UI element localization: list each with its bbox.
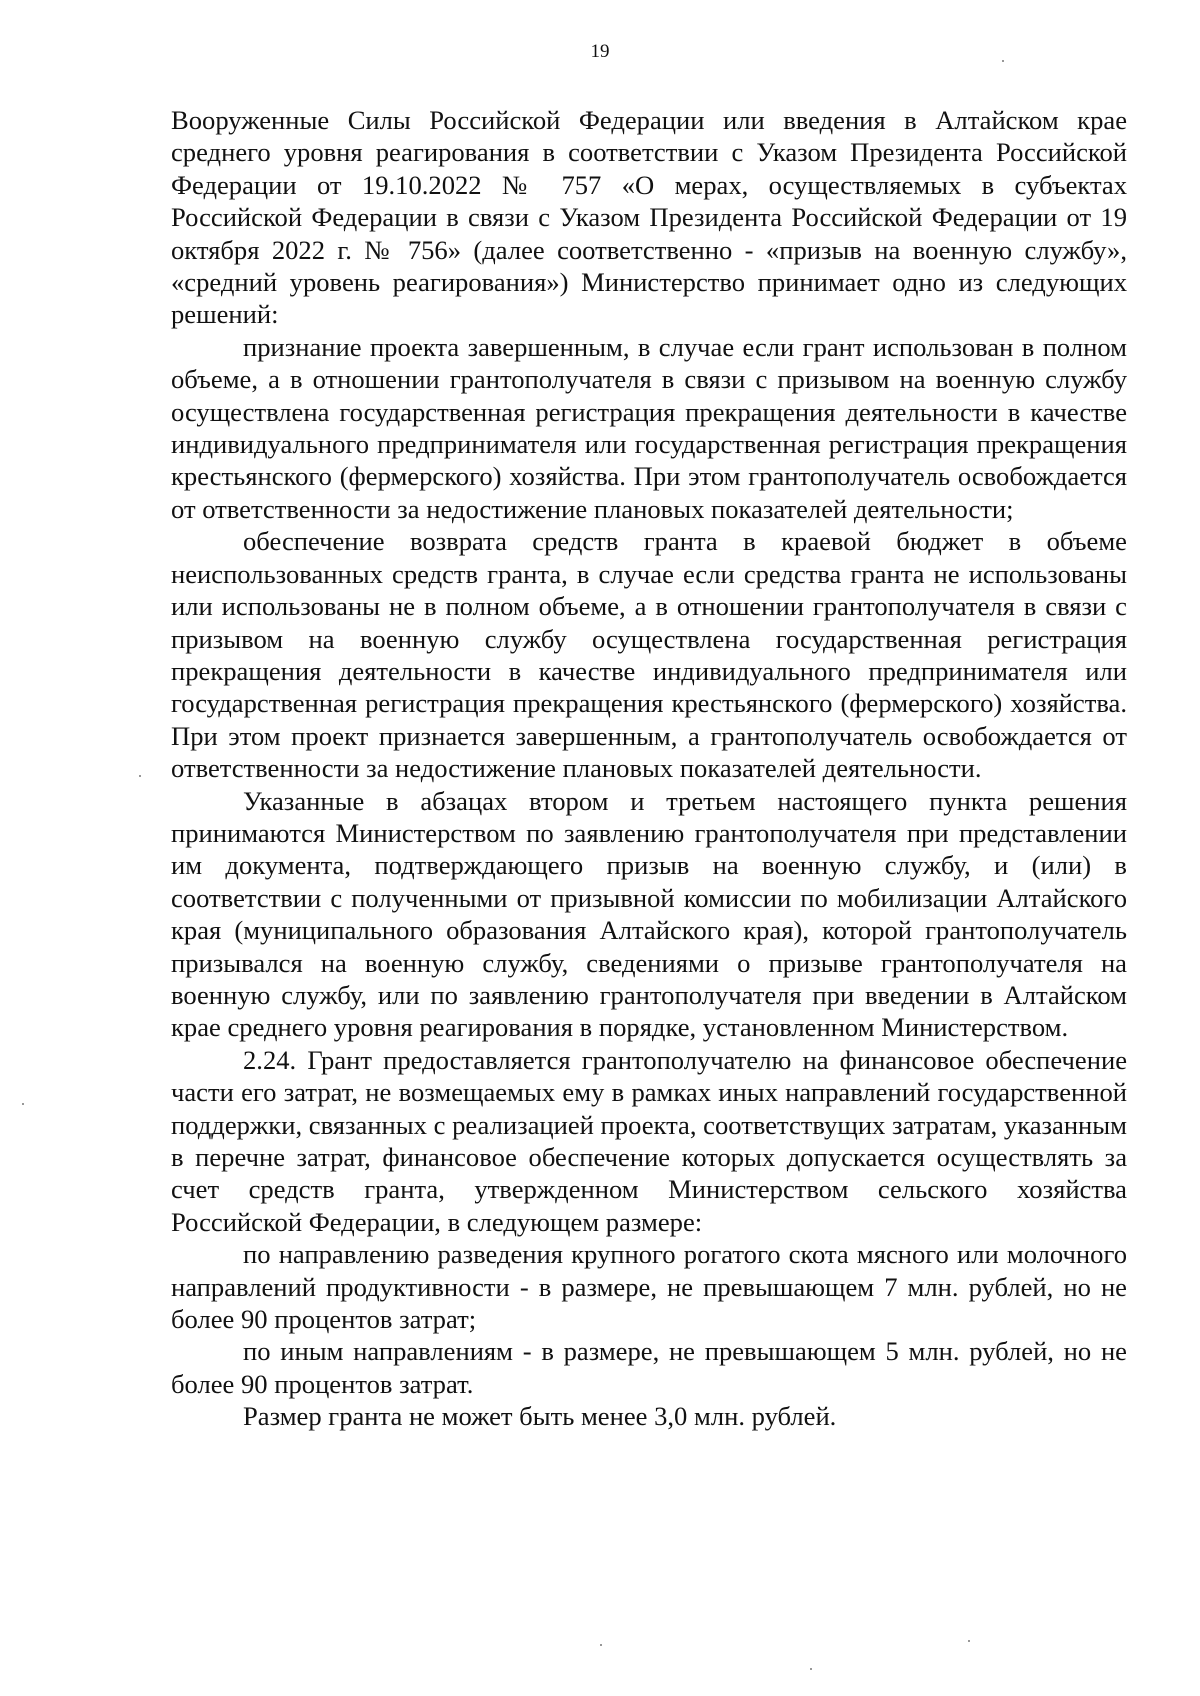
- paragraph-other-grant-size: по иным направлениям - в размере, не превышающем 5 млн. рублей, но не более 90 процентов затрат.: [171, 1336, 1127, 1399]
- paragraph-decision-grant-return: обеспечение возврата средств гранта в краевой бюджет в объеме неиспользованных средств гранта, в случае если средства гранта не использованы или использованы не в полном объеме, а в отношении грантополучателя в связи с призывом на военную службу осуществлена государственная регистрация прекращения деятельности в качестве индивидуального предпринимателя или государственная регистрация прекращения крестьянского (фермерского) хозяйства. При этом проект признается завершенным, а грантополучатель освобождается от ответственности за недостижение плановых показателей деятельности.: [171, 526, 1127, 784]
- scan-speck: [22, 1103, 24, 1105]
- scan-speck: [139, 775, 141, 777]
- paragraph-continuation: Вооруженные Силы Российской Федерации или введения в Алтайском крае среднего уровня реагирования в соответствии с Указом Президента Российской Федерации от 19.10.2022 № 757 «О мерах, осуществляемых в субъектах Российской Федерации в связи с Указом Президента Российской Федерации от 19 октября 2022 г. № 756» (далее соответственно - «призыв на военную службу», «средний уровень реагирования») Министерство принимает одно из следующих решений:: [171, 105, 1127, 330]
- paragraph-minimum-grant: Размер гранта не может быть менее 3,0 млн. рублей.: [243, 1401, 837, 1432]
- scan-speck: [968, 1640, 970, 1642]
- page-number: 19: [590, 41, 610, 62]
- paragraph-decision-project-completed: признание проекта завершенным, в случае если грант использован в полном объеме, а в отношении грантополучателя в связи с призывом на военную службу осуществлена государственная регистрация прекращения деятельности в качестве индивидуального предпринимателя или государственная регистрация прекращения крестьянского (фермерского) хозяйства. При этом грантополучатель освобождается от ответственности за недостижение плановых показателей деятельности;: [171, 331, 1127, 524]
- scan-speck: [810, 1668, 812, 1670]
- paragraph-cattle-grant-size: по направлению разведения крупного рогатого скота мясного или молочного направлений продуктивности - в размере, не превышающем 7 млн. рублей, но не более 90 процентов затрат;: [171, 1239, 1127, 1335]
- paragraph-decision-basis: Указанные в абзацах втором и третьем настоящего пункта решения принимаются Министерством по заявлению грантополучателя при представлении им документа, подтверждающего призыв на военную службу, и (или) в соответствии с полученными от призывной комиссии по мобилизации Алтайского края (муниципального образования Алтайского края), которой грантополучатель призывался на военную службу, сведениями о призыве грантополучателя на военную службу, или по заявлению грантополучателя при введении в Алтайском крае среднего уровня реагирования в порядке, установленном Министерством.: [171, 785, 1127, 1043]
- scan-speck: [600, 1644, 602, 1646]
- scan-speck: [1002, 60, 1004, 62]
- paragraph-clause-2-24: 2.24. Грант предоставляется грантополучателю на финансовое обеспечение части его затрат, не возмещаемых ему в рамках иных направлений государственной поддержки, связанных с реализацией проекта, соответствущих затратам, указанным в перечне затрат, финансовое обеспечение которых допускается осуществлять за счет средств гранта, утвержденном Министерством сельского хозяйства Российской Федерации, в следующем размере:: [171, 1044, 1127, 1237]
- document-body: [171, 104, 1127, 1433]
